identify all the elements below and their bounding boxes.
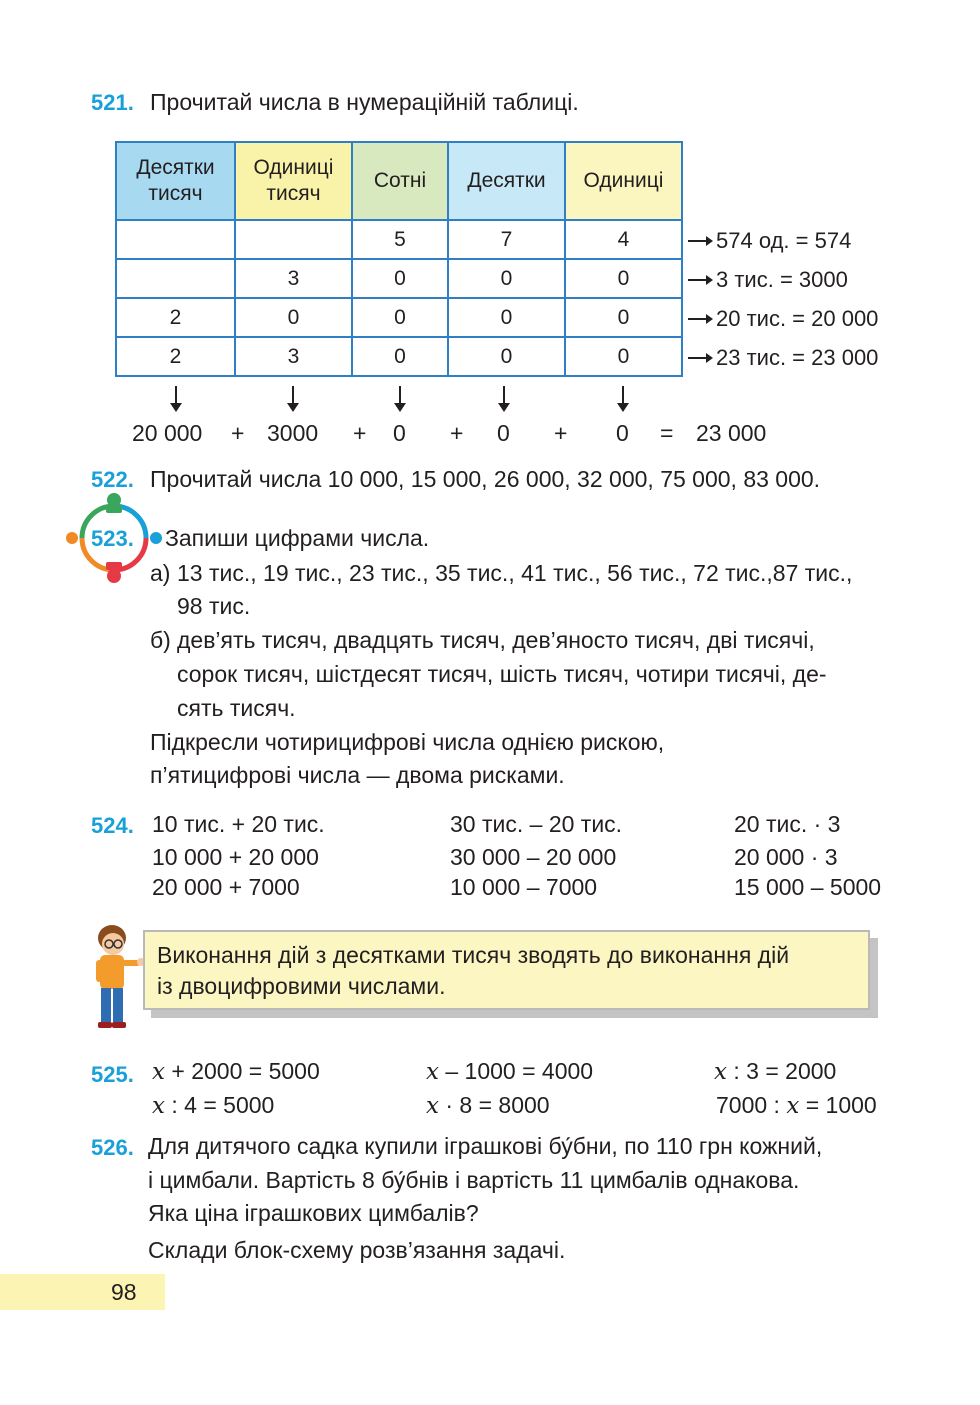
variable: x [426,1059,439,1085]
item-a-label: а) [150,560,171,586]
sum-term: 0 [616,420,629,446]
expression: 10 000 – 7000 [450,874,598,900]
item-a-line: 13 тис., 19 тис., 23 тис., 35 тис., 41 тис., 56 тис., 72 тис.,87 тис., [177,560,853,586]
exercise-523-number: 523. [91,526,134,551]
table-cell: 2 [116,337,235,376]
table-cell: 0 [448,259,565,298]
down-arrow-icon [175,386,177,408]
table-cell: 5 [352,220,448,259]
table-cell: 0 [448,337,565,376]
table-row [116,337,682,376]
right-arrow-icon [688,318,710,320]
table-cell: 2 [116,298,235,337]
exercise-523-note: Підкресли чотирицифрові числа однією рискою, [150,729,665,755]
table-row [116,298,682,337]
page-number-bar [0,1274,165,1310]
row-result [688,267,848,293]
table-cell: 0 [565,298,682,337]
down-arrow-icon [622,386,624,408]
table-cell: 0 [235,298,352,337]
row-result-text: 574 од. = 574 [716,228,852,253]
expression: 30 тис. – 20 тис. [450,811,623,837]
expression: 10 тис. + 20 тис. [152,811,325,837]
task-line: Для дитячого садка купили іграшкові бу́бни, по 110 грн кожний, [148,1133,823,1159]
variable: x [152,1059,165,1085]
down-arrow-icon [503,386,505,408]
sum-operator: + [353,420,367,446]
info-line: із двоцифровими числами. [157,973,446,999]
equation-text: · 8 = 8000 [438,1092,550,1118]
table-cell: 0 [352,259,448,298]
row-result [688,306,878,332]
row-result-text: 23 тис. = 23 000 [716,345,879,370]
table-row [116,259,682,298]
exercise-523-note: п’ятицифрові числа — двома рисками. [150,762,565,788]
equation-text: 7000 : [716,1092,787,1118]
table-cell: 3 [235,337,352,376]
expression: 20 000 + 7000 [152,874,300,900]
expression: 20 000 · 3 [734,844,838,870]
sum-term: 3000 [267,420,319,446]
row-result-text: 3 тис. = 3000 [716,267,848,292]
expression: 30 000 – 20 000 [450,844,617,870]
equation-text: + 2000 = 5000 [164,1058,320,1084]
header-ten-thousands: Десятки тисяч [116,142,235,220]
expression: 10 000 + 20 000 [152,844,319,870]
table-row [116,220,682,259]
item-b-label: б) [150,627,171,653]
task-line: Склади блок-схему розв’язання задачі. [148,1237,566,1263]
down-arrow-icon [399,386,401,408]
equation-text: – 1000 = 4000 [438,1058,594,1084]
table-cell: 4 [565,220,682,259]
numeration-table [115,141,683,377]
variable: x [786,1093,800,1119]
exercise-521-text: Прочитай числа в нумераційній таблиці. [150,89,579,115]
row-result-text: 20 тис. = 20 000 [716,306,879,331]
table-cell: 7 [448,220,565,259]
equation [716,1092,877,1119]
equation-text: = 1000 [799,1092,877,1118]
task-line: Яка ціна іграшкових цимбалів? [148,1200,479,1226]
header-tens: Десятки [448,142,565,220]
table-cell: 3 [235,259,352,298]
variable: x [152,1093,165,1119]
sum-operator: + [450,420,464,446]
task-line: і цимбали. Вартість 8 бу́бнів і вартість 11 цимбалів однакова. [148,1167,800,1193]
exercise-522-number: 522. [91,467,134,492]
sum-operator: + [554,420,568,446]
right-arrow-icon [688,357,710,359]
table-cell [116,220,235,259]
table-cell: 0 [565,337,682,376]
item-b-line: сорок тисяч, шістдесят тисяч, шість тисяч, чотири тисячі, де- [177,661,827,687]
variable: x [714,1059,727,1085]
sum-result: 23 000 [696,420,767,446]
exercise-523-text: Запиши цифрами числа. [165,525,430,551]
header-hundreds: Сотні [352,142,448,220]
equation-text: : 4 = 5000 [164,1092,275,1118]
table-cell: 0 [565,259,682,298]
info-box [143,930,870,1010]
boy-character-icon [88,922,146,1034]
table-cell [235,220,352,259]
right-arrow-icon [688,279,710,281]
item-b-line: сять тисяч. [177,695,296,721]
item-b-line: дев’ять тисяч, двадцять тисяч, дев’яносто тисяч, дві тисячі, [177,627,815,653]
row-result [688,345,878,371]
variable: x [426,1093,439,1119]
sum-operator: + [231,420,245,446]
page-number: 98 [111,1279,137,1305]
equation [152,1092,274,1119]
table-cell [116,259,235,298]
info-line: Виконання дій з десятками тисяч зводять до виконання дій [157,942,790,968]
header-thousands: Одиниці тисяч [235,142,352,220]
equation [152,1058,320,1085]
exercise-526-number: 526. [91,1135,134,1160]
sum-term: 0 [497,420,510,446]
right-arrow-icon [688,240,710,242]
table-cell: 0 [352,298,448,337]
sum-term: 20 000 [132,420,203,446]
row-result [688,228,851,254]
item-a-line: 98 тис. [177,593,251,619]
table-cell: 0 [448,298,565,337]
table-cell: 0 [352,337,448,376]
equation [426,1058,593,1085]
sum-term: 0 [393,420,406,446]
header-units: Одиниці [565,142,682,220]
down-arrow-icon [292,386,294,408]
exercise-524-number: 524. [91,813,134,838]
sum-operator: = [660,420,674,446]
expression: 20 тис. · 3 [734,811,841,837]
exercise-521-number: 521. [91,90,134,115]
equation [426,1092,550,1119]
expression: 15 000 – 5000 [734,874,882,900]
equation [714,1058,836,1085]
equation-text: : 3 = 2000 [726,1058,837,1084]
exercise-525-number: 525. [91,1062,134,1087]
exercise-522-text: Прочитай числа 10 000, 15 000, 26 000, 32 000, 75 000, 83 000. [150,466,821,492]
